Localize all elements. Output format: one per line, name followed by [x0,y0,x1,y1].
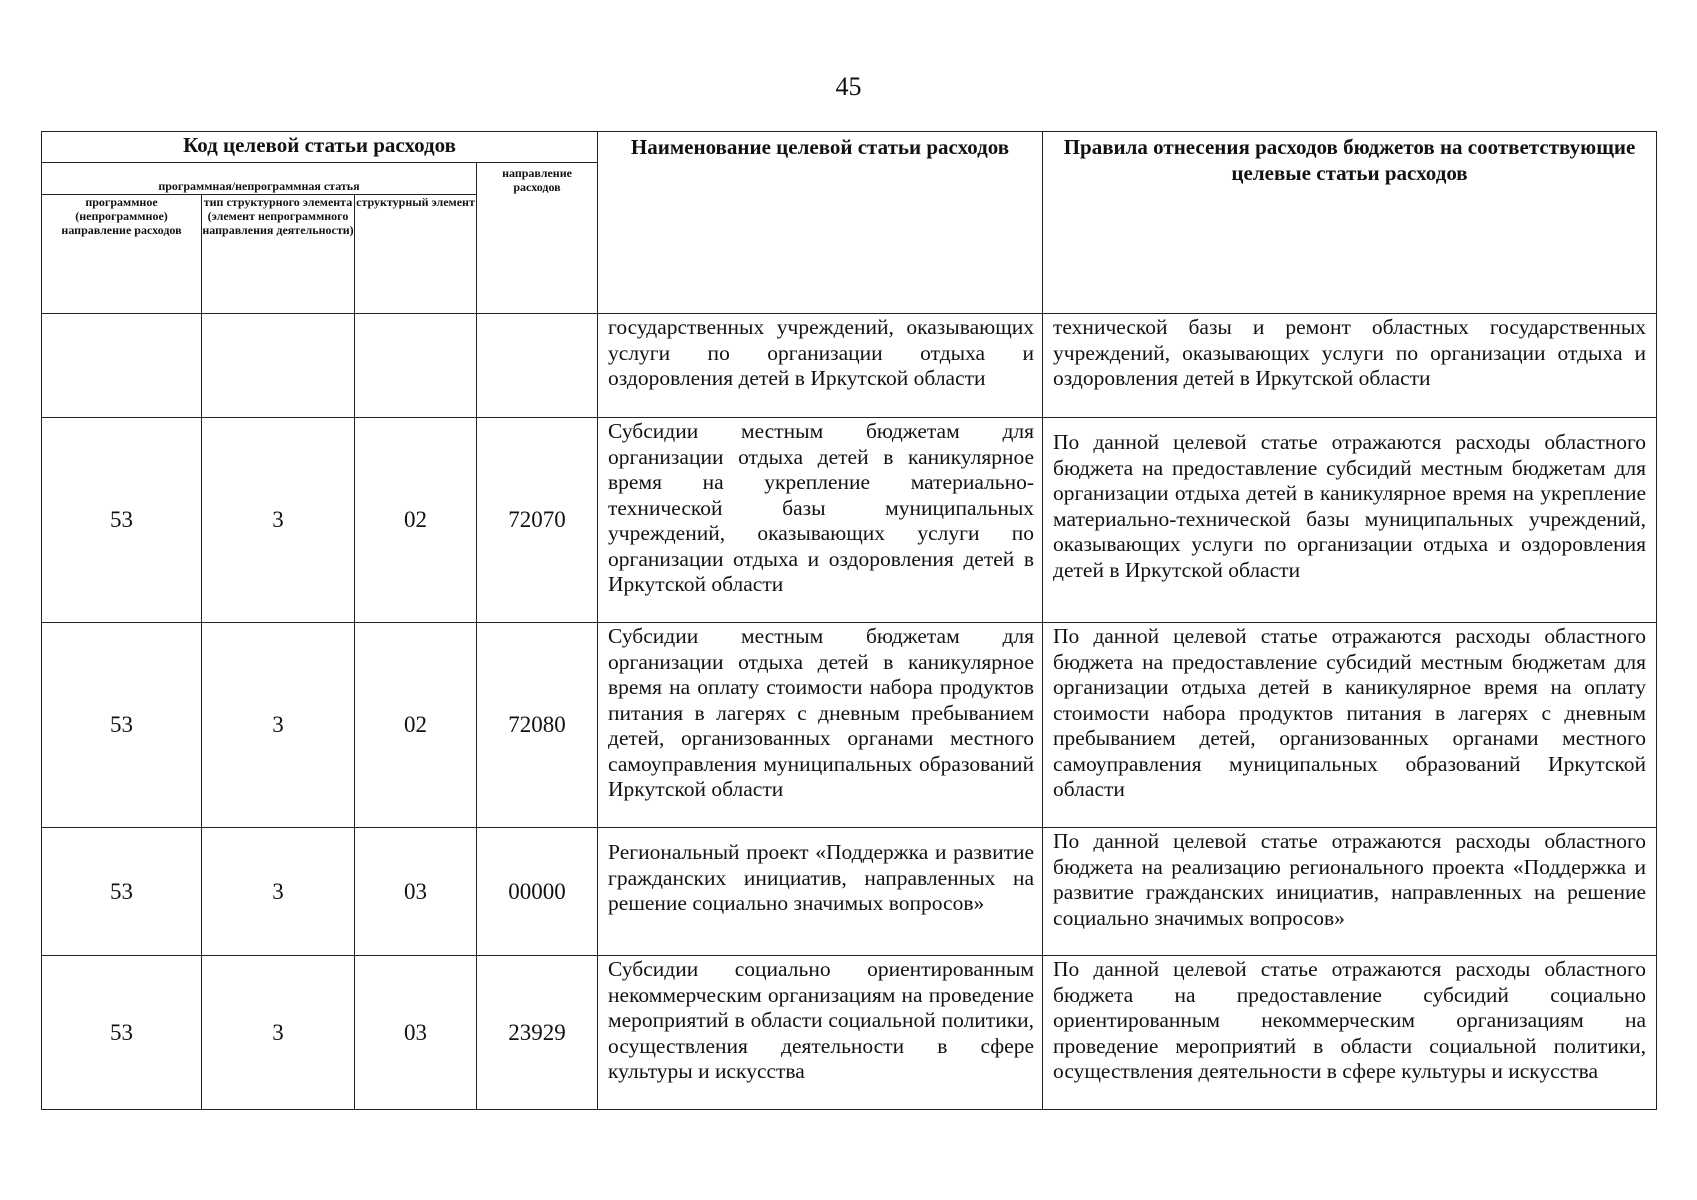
element-cell [355,314,477,418]
name-title-header: Наименование целевой статьи расходов [598,132,1043,314]
program-cell: 53 [42,956,202,1110]
type-cell [202,314,355,418]
name-cell: Субсидии местным бюджетам для организации отдыха детей в каникулярное время на оплату стоимости набора продуктов питания в лагерях с дневным пребыванием детей, организованных органами местного самоуправления муниципальных образований Иркутской области [598,623,1043,828]
table-row [42,623,1657,828]
type-cell: 3 [202,956,355,1110]
element-cell: 03 [355,956,477,1110]
element-cell: 02 [355,418,477,623]
budget-classification-table [41,131,1657,1110]
program-cell: 53 [42,418,202,623]
type-cell: 3 [202,623,355,828]
type-cell: 3 [202,828,355,956]
table-row [42,956,1657,1110]
element-type-header: тип структурного элемента (элемент непрограммного направления деятельности) [202,195,355,314]
program-cell [42,314,202,418]
direction-cell [477,314,598,418]
header-row-1 [42,132,1657,163]
page-number: 45 [835,72,862,101]
program-direction-header: программное (непрограммное) направление расходов [42,195,202,314]
name-cell: Субсидии местным бюджетам для организации отдыха детей в каникулярное время на укрепление материально-технической базы муниципальных учреждений, оказывающих услуги по организации отдыха и оздоровления детей в Иркутской области [598,418,1043,623]
direction-cell: 00000 [477,828,598,956]
rule-cell: По данной целевой статье отражаются расходы областного бюджета на реализацию регионального проекта «Поддержка и развитие гражданских инициатив, направленных на решение социально значимых вопросов» [1043,828,1657,956]
table-row [42,418,1657,623]
element-cell: 02 [355,623,477,828]
structural-element-header: структурный элемент [355,195,477,314]
type-cell: 3 [202,418,355,623]
table-row [42,828,1657,956]
direction-cell: 72070 [477,418,598,623]
name-cell: государственных учреждений, оказывающих услуги по организации отдыха и оздоровления детей в Иркутской области [598,314,1043,418]
direction-cell: 23929 [477,956,598,1110]
element-cell: 03 [355,828,477,956]
rules-title-header: Правила отнесения расходов бюджетов на соответствующие целевые статьи расходов [1043,132,1657,314]
direction-header: направление расходов [477,163,598,314]
code-title-header: Код целевой статьи расходов [42,132,598,163]
program-cell: 53 [42,828,202,956]
program-article-header: программная/непрограммная статья [42,163,477,195]
rule-cell: По данной целевой статье отражаются расходы областного бюджета на предоставление субсидий социально ориентированным некоммерческим организациям на проведение мероприятий в области социальной политики, осуществления деятельности в сфере культуры и искусства [1043,956,1657,1110]
name-cell: Региональный проект «Поддержка и развитие гражданских инициатив, направленных на решение социально значимых вопросов» [598,828,1043,956]
program-cell: 53 [42,623,202,828]
rule-cell: технической базы и ремонт областных государственных учреждений, оказывающих услуги по организации отдыха и оздоровления детей в Иркутской области [1043,314,1657,418]
name-cell: Субсидии социально ориентированным некоммерческим организациям на проведение мероприятий в области социальной политики, осуществления деятельности в сфере культуры и искусства [598,956,1043,1110]
rule-cell: По данной целевой статье отражаются расходы областного бюджета на предоставление субсидий местным бюджетам для организации отдыха детей в каникулярное время на укрепление материально-технической базы муниципальных учреждений, оказывающих услуги по организации отдыха и оздоровления детей в Иркутской области [1043,418,1657,623]
direction-cell: 72080 [477,623,598,828]
table-row [42,314,1657,418]
rule-cell: По данной целевой статье отражаются расходы областного бюджета на предоставление субсидий местным бюджетам для организации отдыха детей в каникулярное время на оплату стоимости набора продуктов питания в лагерях с дневным пребыванием детей, организованных органами местного самоуправления муниципальных образований Иркутской области [1043,623,1657,828]
